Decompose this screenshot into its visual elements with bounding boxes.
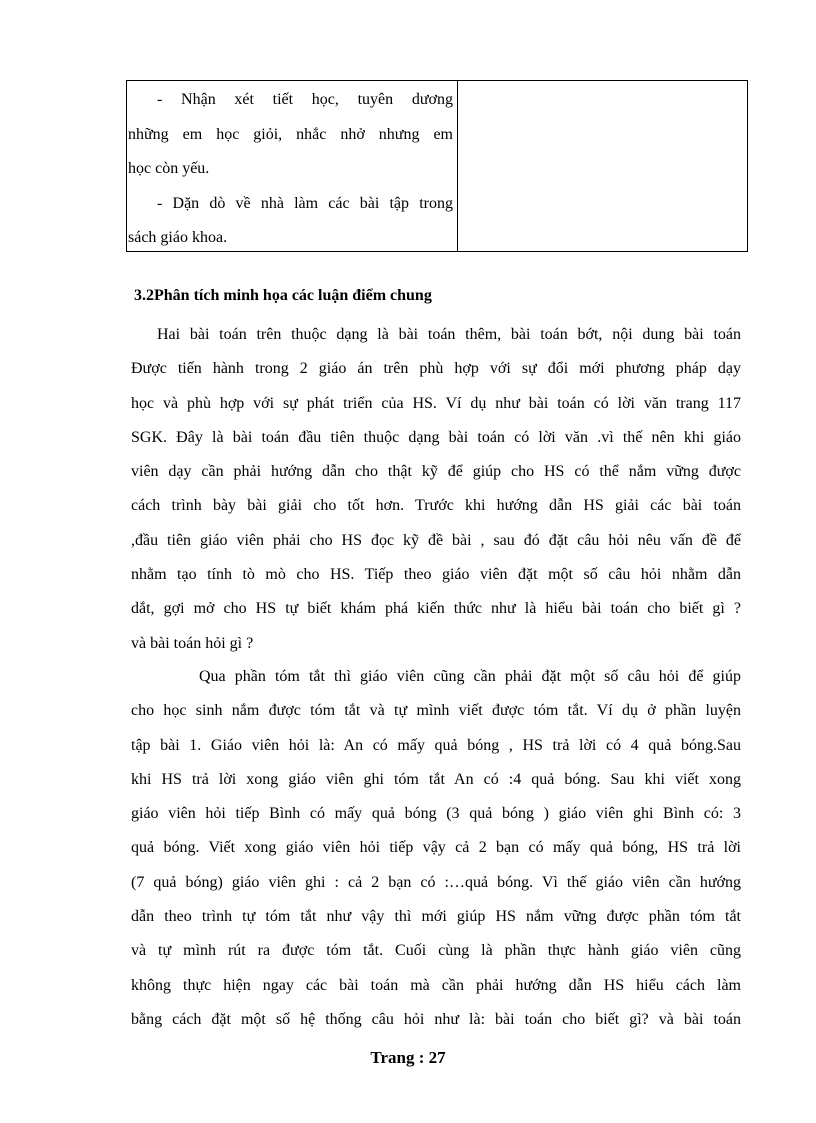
table-cell-empty — [458, 81, 747, 251]
table-line: những em học giỏi, nhắc nhở nhưng em — [128, 125, 453, 143]
text-line: quả bóng. Viết xong giáo viên hỏi tiếp vậy cả 2 bạn có mấy quả bóng, HS trả lời — [131, 839, 741, 857]
text-line: (7 quả bóng) giáo viên ghi : cả 2 bạn có :…quả bóng. Vì thế giáo viên cần hướng — [131, 873, 741, 891]
text-line: học và phù hợp với sự phát triển của HS. Ví dụ như bài toán có lời văn trang 117 — [131, 394, 741, 412]
text-line: nhằm tạo tính tò mò cho HS. Tiếp theo giáo viên đặt một số câu hỏi nhằm dẫn — [131, 566, 741, 584]
text-line: viên dạy cần phải hướng dẫn cho thật kỹ để giúp cho HS có thể nắm vững được — [131, 463, 741, 481]
text-line: cho học sinh nắm được tóm tắt và tự mình viết được tóm tắt. Ví dụ ở phần luyện — [131, 702, 741, 720]
table-line: - Dặn dò về nhà làm các bài tập trong — [157, 194, 453, 212]
text-line: tập bài 1. Giáo viên hỏi là: An có mấy quả bóng , HS trả lời có 4 quả bóng.Sau — [131, 736, 741, 754]
text-line: không thực hiện ngay các bài toán mà cần phải hướng dẫn HS hiểu cách làm — [131, 976, 741, 994]
lesson-table — [126, 80, 748, 252]
text-line: bằng cách đặt một số hệ thống câu hỏi như là: bài toán cho biết gì? và bài toán — [131, 1010, 741, 1028]
text-line: Qua phần tóm tắt thì giáo viên cũng cần phải đặt một số câu hỏi để giúp — [199, 668, 741, 685]
text-line: Hai bài toán trên thuộc dạng là bài toán thêm, bài toán bớt, nội dung bài toán — [157, 326, 741, 343]
table-line: học còn yếu. — [128, 160, 210, 177]
text-line: cách trình bày bài giải cho tốt hơn. Trước khi hướng dẫn HS giải các bài toán — [131, 497, 741, 515]
text-line: Được tiến hành trong 2 giáo án trên phù hợp với sự đổi mới phương pháp dạy — [131, 360, 741, 378]
section-heading: 3.2Phân tích minh họa các luận điểm chung — [134, 287, 432, 304]
page-number: Trang : 27 — [370, 1048, 446, 1067]
text-line: giáo viên hỏi tiếp Bình có mấy quả bóng (3 quả bóng ) giáo viên ghi Bình có: 3 — [131, 805, 741, 823]
text-line: dắt, gợi mở cho HS tự biết khám phá kiến thức như là hiểu bài toán cho biết gì ? — [131, 600, 741, 618]
text-line: và tự mình rút ra được tóm tắt. Cuối cùng là phần thực hành giáo viên cũng — [131, 942, 741, 960]
text-line: ,đầu tiên giáo viên phải cho HS đọc kỹ đề bài , sau đó đặt câu hỏi nêu vấn đề để — [131, 531, 741, 549]
text-line: SGK. Đây là bài toán đầu tiên thuộc dạng bài toán có lời văn .vì thế nên khi giáo — [131, 428, 741, 446]
table-line: sách giáo khoa. — [128, 229, 228, 246]
text-line: dẫn theo trình tự tóm tắt như vậy thì mới giúp HS nắm vững được phần tóm tắt — [131, 908, 741, 926]
paragraph-2 — [131, 660, 741, 1037]
table-line: - Nhận xét tiết học, tuyên dương — [157, 91, 453, 108]
paragraph-1 — [131, 318, 741, 661]
text-line: và bài toán hỏi gì ? — [131, 634, 254, 652]
text-line: khi HS trả lời xong giáo viên ghi tóm tắt An có :4 quả bóng. Sau khi viết xong — [131, 770, 741, 788]
table-cell-activities — [127, 81, 458, 251]
